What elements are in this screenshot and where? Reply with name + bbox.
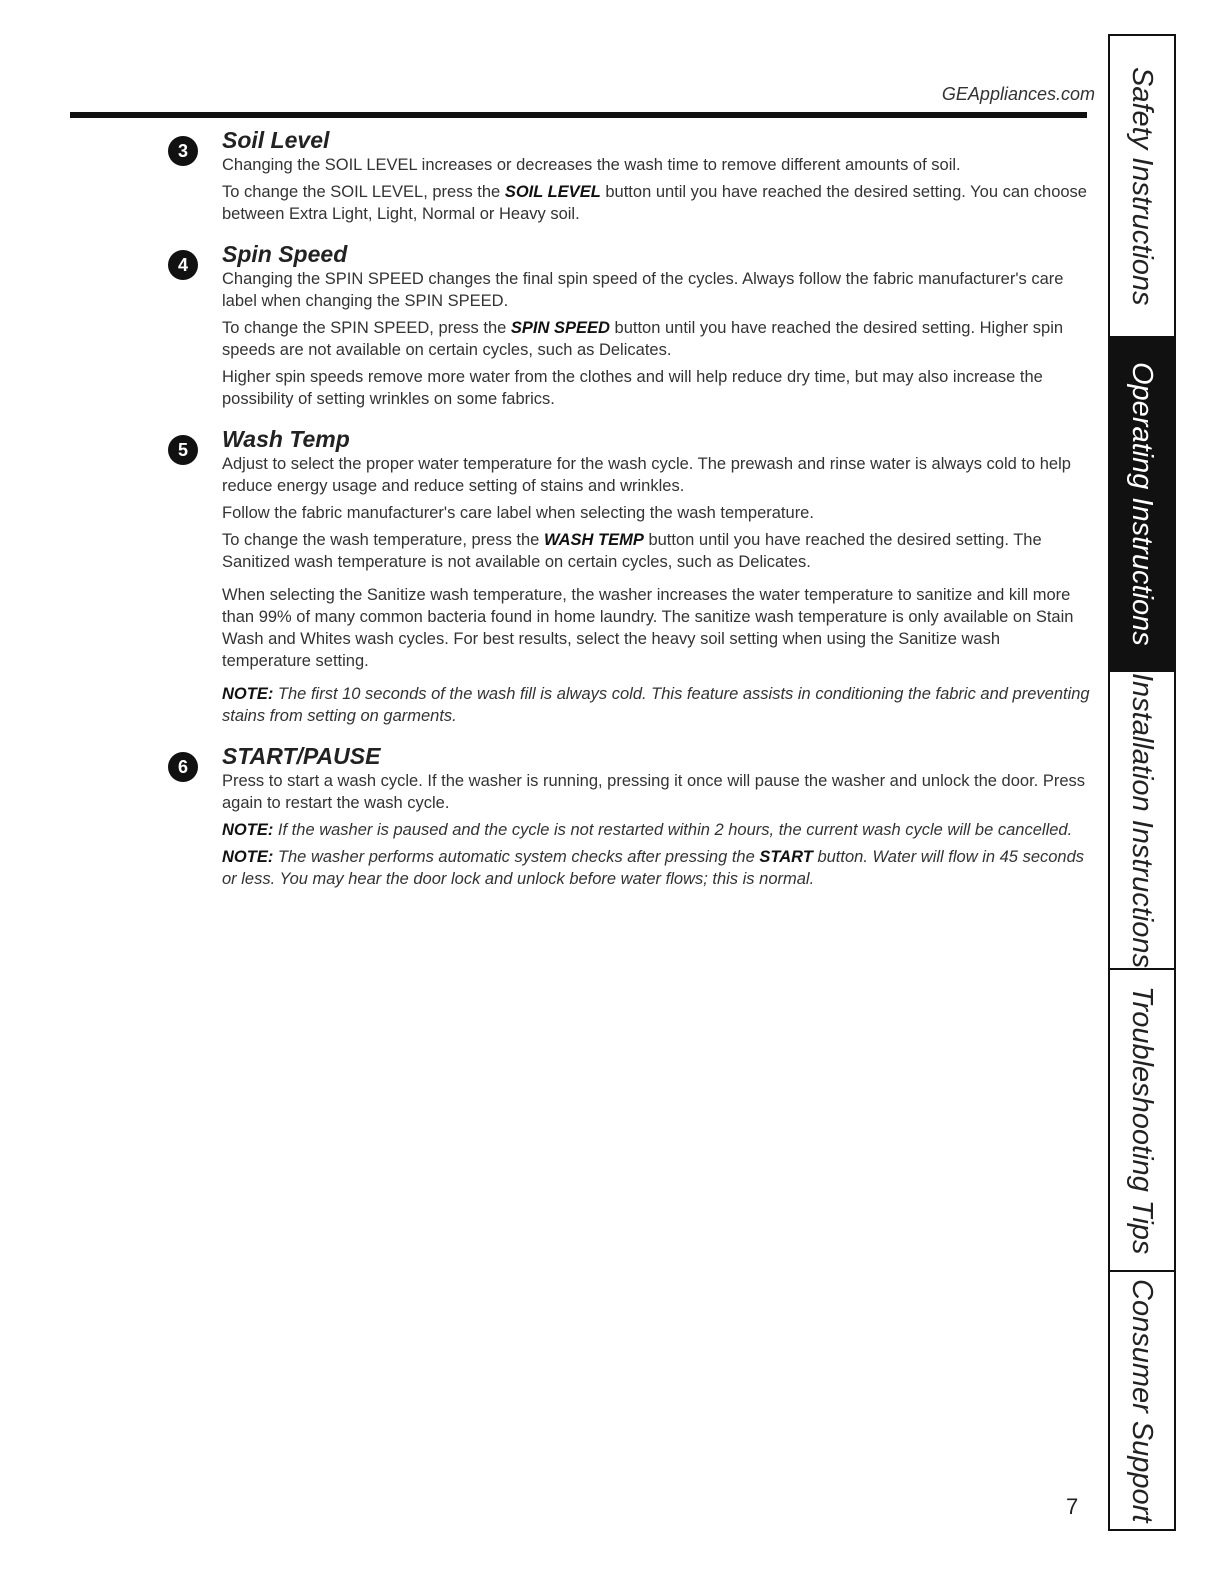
tab-label: Troubleshooting Tips [1126, 985, 1158, 1255]
tab-safety-instructions[interactable] [1110, 36, 1174, 338]
step-number-badge: 6 [168, 752, 198, 782]
section-title: Spin Speed [222, 241, 348, 267]
section-title: Wash Temp [222, 426, 350, 452]
paragraph: To change the SPIN SPEED, press the SPIN SPEED button until you have reached the desired setting. Higher spin speeds are not available on certain cycles, such as Delicates. [222, 319, 1064, 359]
tab-label: Installation Instructions [1126, 672, 1158, 968]
note: NOTE: The first 10 seconds of the wash fill is always cold. This feature assists in conditioning the fabric and preventing stains from setting on garments. [222, 685, 1090, 725]
tab-label: Consumer Support [1126, 1278, 1158, 1523]
tab-label: Operating Instructions [1126, 362, 1158, 646]
paragraph: Press to start a wash cycle. If the washer is running, pressing it once will pause the washer and unlock the door. Press again to restart the wash cycle. [222, 772, 1086, 812]
section-soil-level [160, 126, 1090, 225]
header-rule [70, 112, 1087, 118]
section-title: START/PAUSE [222, 743, 381, 769]
paragraph: To change the SOIL LEVEL, press the SOIL LEVEL button until you have reached the desired setting. You can choose between Extra Light, Light, Normal or Heavy soil. [222, 183, 1087, 223]
page-number: 7 [1066, 1494, 1079, 1519]
button-reference: SOIL LEVEL [504, 183, 601, 201]
step-number-badge: 4 [168, 250, 198, 280]
tab-consumer-support[interactable] [1110, 1272, 1174, 1529]
tab-troubleshooting-tips[interactable] [1110, 970, 1174, 1272]
section-start-pause [160, 742, 1090, 890]
button-reference: WASH TEMP [543, 531, 644, 549]
note: NOTE: If the washer is paused and the cycle is not restarted within 2 hours, the current wash cycle will be cancelled. [222, 821, 1073, 839]
paragraph: Changing the SPIN SPEED changes the final spin speed of the cycles. Always follow the fabric manufacturer's care label when changing the SPIN SPEED. [222, 270, 1064, 310]
paragraph: Changing the SOIL LEVEL increases or decreases the wash time to remove different amounts of soil. [222, 156, 961, 174]
section-title: Soil Level [222, 127, 330, 153]
section-tabs [1108, 34, 1176, 1531]
paragraph: Adjust to select the proper water temperature for the wash cycle. The prewash and rinse water is always cold to help reduce energy usage and reduce setting of stains and wrinkles. [222, 455, 1071, 495]
step-number-badge: 5 [168, 435, 198, 465]
button-reference: START [759, 848, 813, 866]
main-content [160, 126, 1090, 895]
paragraph: Follow the fabric manufacturer's care label when selecting the wash temperature. [222, 504, 814, 522]
paragraph: Higher spin speeds remove more water from the clothes and will help reduce dry time, but may also increase the possibility of setting wrinkles on some fabrics. [222, 368, 1043, 408]
step-number-badge: 3 [168, 136, 198, 166]
note: NOTE: The washer performs automatic system checks after pressing the START button. Water will flow in 45 seconds or less. You may hear the door lock and unlock before water flows; this is normal. [222, 848, 1085, 888]
tab-label: Safety Instructions [1126, 66, 1158, 306]
site-url: GEAppliances.com [941, 84, 1095, 104]
paragraph: To change the wash temperature, press the WASH TEMP button until you have reached the desired setting. The Sanitized wash temperature is not available on certain cycles, such as Delicates. [222, 531, 1042, 571]
section-wash-temp [160, 425, 1090, 727]
tab-operating-instructions[interactable] [1110, 338, 1174, 672]
section-spin-speed [160, 240, 1090, 410]
button-reference: SPIN SPEED [510, 319, 610, 337]
paragraph: When selecting the Sanitize wash temperature, the washer increases the water temperature to sanitize and kill more than 99% of many common bacteria found in home laundry. The sanitize wash temperature is only available on Stain Wash and Whites wash cycles. For best results, select the heavy soil setting when using the Sanitize wash temperature setting. [222, 586, 1074, 670]
tab-installation-instructions[interactable] [1110, 672, 1174, 970]
